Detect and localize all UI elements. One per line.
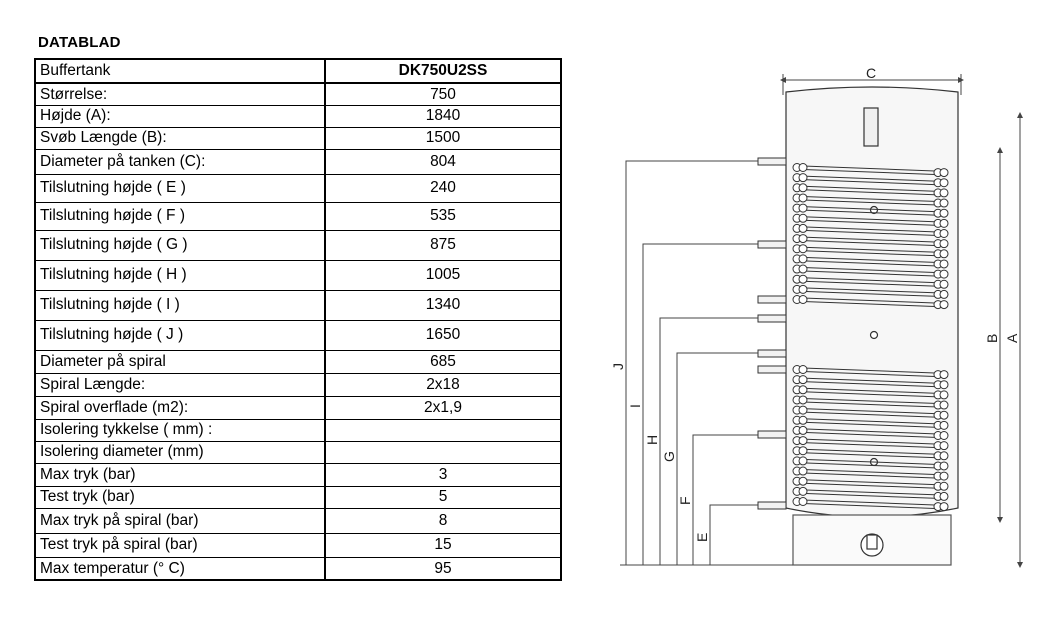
coil-loop [799,406,807,414]
row-value [325,419,561,441]
table-row [35,149,561,174]
coil-loop [799,416,807,424]
table-row [35,260,561,290]
coil-loop [940,199,948,207]
coil-loop [799,396,807,404]
coil-loop [799,164,807,172]
coil-loop [799,265,807,273]
row-value: 535 [325,202,561,230]
row-value: 1340 [325,290,561,320]
connection-stubs [758,158,786,509]
table-row [35,202,561,230]
table-header-row [35,59,561,83]
coil-loop [940,462,948,470]
row-value: 2x18 [325,373,561,396]
coil-loop [940,492,948,500]
row-label: Test tryk på spiral (bar) [35,533,325,557]
dimension-b-label: B [984,333,1000,343]
coil-loop [799,386,807,394]
coil-loop [799,376,807,384]
table-row [35,463,561,486]
row-value: 95 [325,557,561,580]
coil-loop [940,189,948,197]
row-value: 1840 [325,105,561,127]
table-row [35,373,561,396]
coil-loop [940,391,948,399]
table-row [35,396,561,419]
row-label: Max tryk på spiral (bar) [35,508,325,533]
row-value: 2x1,9 [325,396,561,419]
spec-table [34,58,562,581]
coil-loop [940,421,948,429]
coil-loop [799,285,807,293]
header-label: Buffertank [35,59,325,83]
row-label: Tilslutning højde ( J ) [35,320,325,350]
row-value: 3 [325,463,561,486]
coil-loop [799,467,807,475]
row-label: Størrelse: [35,83,325,105]
coil-loop [799,194,807,202]
coil-loop [940,301,948,309]
dimension-j-label: J [610,363,626,370]
row-label: Tilslutning højde ( G ) [35,230,325,260]
coil-loop [940,411,948,419]
row-label: Diameter på tanken (C): [35,149,325,174]
coil-loop [799,477,807,485]
coil-loop [940,432,948,440]
table-row [35,350,561,373]
coil-loop [799,214,807,222]
table-row [35,533,561,557]
coil-loop [799,447,807,455]
row-label: Spiral Længde: [35,373,325,396]
row-value: 750 [325,83,561,105]
coil-loop [799,235,807,243]
row-label: Max temperatur (° C) [35,557,325,580]
table-row [35,105,561,127]
dimension-f-label: F [677,496,693,505]
dimension-c-label: C [866,65,877,81]
coil-loop [940,219,948,227]
table-row [35,320,561,350]
row-value: 8 [325,508,561,533]
coil-loop [799,366,807,374]
row-value: 1500 [325,127,561,149]
row-value: 875 [325,230,561,260]
row-label: Spiral overflade (m2): [35,396,325,419]
coil-loop [940,280,948,288]
table-row [35,290,561,320]
coil-loop [940,230,948,238]
row-value: 15 [325,533,561,557]
row-label: Isolering tykkelse ( mm) : [35,419,325,441]
row-value: 240 [325,174,561,202]
coil-loop [940,179,948,187]
coil-loop [799,426,807,434]
coil-loop [940,482,948,490]
dimension-i-label: I [627,404,643,408]
coil-loop [940,290,948,298]
coil-loop [940,452,948,460]
coil-loop [940,240,948,248]
row-label: Tilslutning højde ( I ) [35,290,325,320]
table-row [35,127,561,149]
coil-loop [799,487,807,495]
row-value: 685 [325,350,561,373]
row-value: 1650 [325,320,561,350]
table-row [35,230,561,260]
row-label: Tilslutning højde ( H ) [35,260,325,290]
coil-loop [940,250,948,258]
coil-loop [940,442,948,450]
page-title: DATABLAD [38,34,121,51]
row-value [325,441,561,463]
coil-loop [940,503,948,511]
row-label: Test tryk (bar) [35,486,325,508]
coil-loop [799,437,807,445]
coil-loop [940,169,948,177]
coil-loop [799,255,807,263]
table-row [35,508,561,533]
coil-loop [940,401,948,409]
row-label: Isolering diameter (mm) [35,441,325,463]
row-label: Tilslutning højde ( E ) [35,174,325,202]
table-row [35,557,561,580]
dimension-h-label: H [644,434,660,445]
row-label: Max tryk (bar) [35,463,325,486]
table-row [35,419,561,441]
row-label: Svøb Længde (B): [35,127,325,149]
coil-loop [799,204,807,212]
coil-loop [799,174,807,182]
table-row [35,486,561,508]
table-row [35,83,561,105]
coil-loop [940,270,948,278]
row-value: 5 [325,486,561,508]
row-label: Tilslutning højde ( F ) [35,202,325,230]
dimension-g-label: G [661,451,677,462]
coil-loop [940,371,948,379]
tank-diagram [600,60,1040,580]
table-row [35,174,561,202]
coil-loop [799,224,807,232]
coil-loop [799,245,807,253]
coil-loop [940,209,948,217]
coil-loop [940,472,948,480]
coil-loop [799,296,807,304]
table-row [35,441,561,463]
row-value: 1005 [325,260,561,290]
coil-loop [940,381,948,389]
coil-loop [799,275,807,283]
row-label: Diameter på spiral [35,350,325,373]
dimension-a-label: A [1004,333,1020,343]
dimension-e-label: E [694,532,710,542]
header-model: DK750U2SS [325,59,561,83]
row-label: Højde (A): [35,105,325,127]
coil-loop [799,184,807,192]
row-value: 804 [325,149,561,174]
coil-loop [940,260,948,268]
coil-loop [799,457,807,465]
coil-loop [799,498,807,506]
